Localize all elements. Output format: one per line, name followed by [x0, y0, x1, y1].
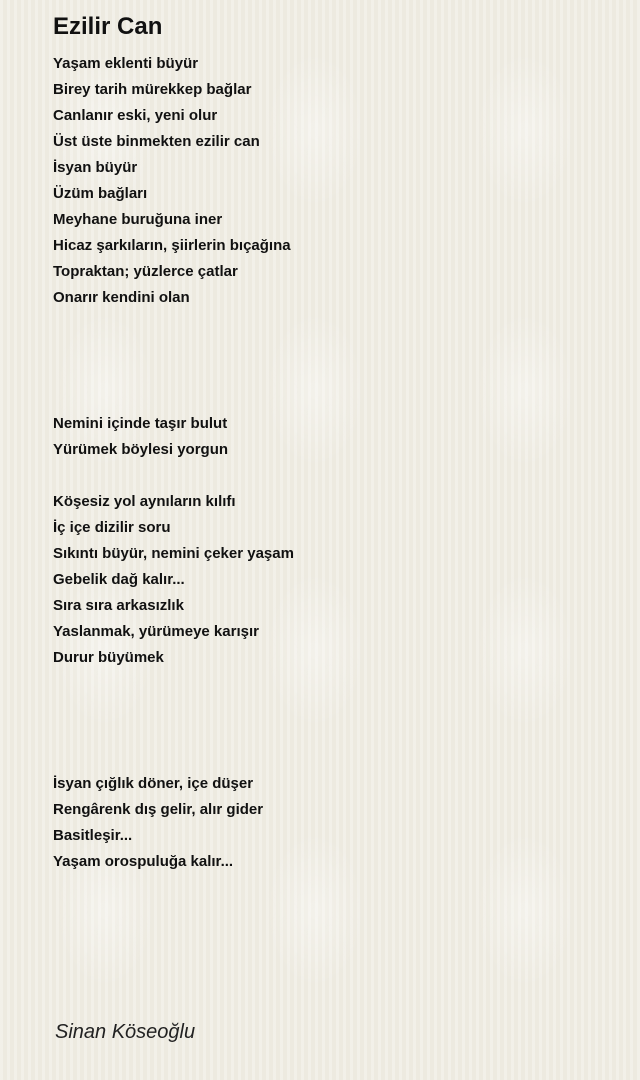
poem-line: İç içe dizilir soru — [53, 519, 171, 536]
poem-line: Birey tarih mürekkep bağlar — [53, 81, 252, 98]
poem-container — [53, 0, 613, 1080]
poem-line: Yaşam eklenti büyür — [53, 55, 199, 72]
poem-line: Nemini içinde taşır bulut — [53, 415, 228, 432]
poem-title: Ezilir Can — [53, 13, 163, 40]
poem-line: İsyan büyür — [53, 159, 138, 176]
poem-line: Basitleşir... — [53, 827, 133, 844]
poem-author: Sinan Köseoğlu — [55, 1021, 196, 1043]
poem-line: Üst üste binmekten ezilir can — [53, 133, 260, 150]
poem-line: Yaslanmak, yürümeye karışır — [53, 623, 259, 640]
poem-line: Sıkıntı büyür, nemini çeker yaşam — [53, 545, 294, 562]
poem-line: Sıra sıra arkasızlık — [53, 597, 184, 614]
poem-line: İsyan çığlık döner, içe düşer — [53, 775, 254, 792]
poem-line: Rengârenk dış gelir, alır gider — [53, 801, 264, 818]
poem-line: Üzüm bağları — [53, 185, 148, 202]
poem-line: Meyhane buruğuna iner — [53, 211, 223, 228]
poem-line: Gebelik dağ kalır... — [53, 571, 185, 588]
poem-line: Yürümek böylesi yorgun — [53, 441, 229, 458]
poem-line: Topraktan; yüzlerce çatlar — [53, 263, 238, 280]
poem-line: Canlanır eski, yeni olur — [53, 107, 218, 124]
poem-line: Durur büyümek — [53, 649, 164, 666]
poem-line: Onarır kendini olan — [53, 289, 190, 306]
poem-line: Hicaz şarkıların, şiirlerin bıçağına — [53, 237, 291, 254]
poem-line: Yaşam orospuluğa kalır... — [53, 853, 234, 870]
poem-line: Köşesiz yol aynıların kılıfı — [53, 493, 236, 510]
